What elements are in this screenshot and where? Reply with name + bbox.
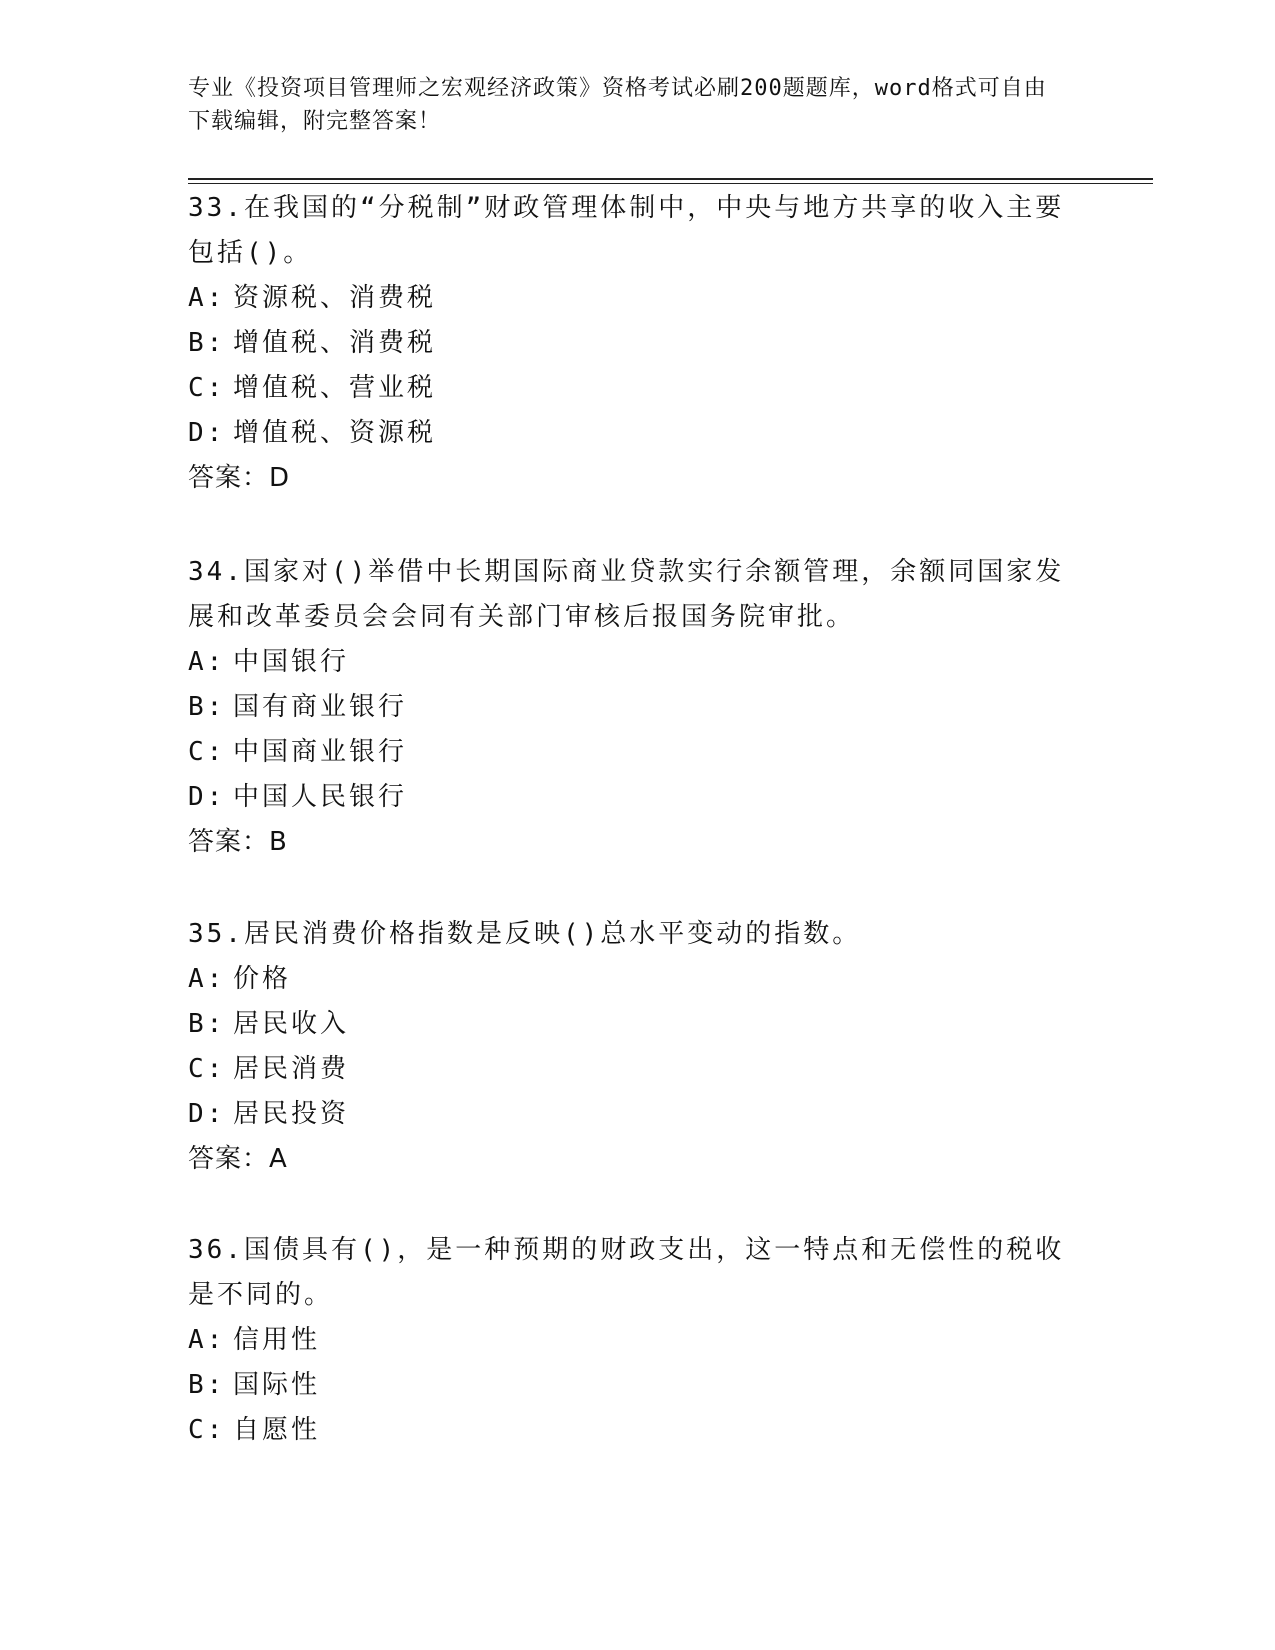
option-text: 国有商业银行: [233, 692, 408, 722]
option-letter: A:: [188, 964, 226, 994]
option-letter: D:: [188, 418, 226, 448]
option-c: [188, 1047, 1088, 1092]
option-letter: C:: [188, 737, 226, 767]
option-b: [188, 1002, 1088, 1047]
option-a: [188, 1318, 1088, 1363]
option-letter: C:: [188, 1054, 226, 1084]
answer-line: 答案：A: [188, 1144, 288, 1174]
option-text: 中国商业银行: [233, 737, 408, 767]
option-b: [188, 685, 1088, 730]
option-d: [188, 1092, 1088, 1137]
option-text: 居民消费: [233, 1054, 350, 1084]
option-d: [188, 775, 1088, 820]
option-text: 增值税、资源税: [233, 418, 437, 448]
option-letter: A:: [188, 647, 226, 677]
header-divider-thin: [188, 183, 1153, 184]
option-b: [188, 321, 1088, 366]
option-a: [188, 276, 1088, 321]
option-text: 中国人民银行: [233, 782, 408, 812]
question-stem: 34.国家对()举借中长期国际商业贷款实行余额管理，余额同国家发展和改革委员会会同有关部门审核后报国务院审批。: [188, 557, 1065, 632]
option-letter: D:: [188, 1099, 226, 1129]
document-header: [188, 72, 1068, 138]
question-stem: 36.国债具有()，是一种预期的财政支出，这一特点和无偿性的税收是不同的。: [188, 1235, 1065, 1310]
question-34: [188, 550, 1088, 865]
option-letter: B:: [188, 1009, 226, 1039]
option-text: 资源税、消费税: [233, 283, 437, 313]
option-b: [188, 1363, 1088, 1408]
option-c: [188, 730, 1088, 775]
answer-line: 答案：D: [188, 463, 291, 493]
option-text: 居民收入: [233, 1009, 350, 1039]
option-a: [188, 957, 1088, 1002]
option-text: 居民投资: [233, 1099, 350, 1129]
option-letter: B:: [188, 328, 226, 358]
answer-line: 答案：B: [188, 827, 288, 857]
option-letter: B:: [188, 1370, 226, 1400]
question-stem: 33.在我国的“分税制”财政管理体制中，中央与地方共享的收入主要包括()。: [188, 193, 1065, 268]
option-text: 价格: [233, 964, 292, 994]
header-divider-thick: [188, 178, 1153, 180]
question-35: [188, 912, 1088, 1182]
option-letter: D:: [188, 782, 226, 812]
option-text: 信用性: [233, 1325, 321, 1355]
option-letter: C:: [188, 1415, 226, 1445]
option-letter: B:: [188, 692, 226, 722]
option-letter: A:: [188, 1325, 226, 1355]
option-c: [188, 1408, 1088, 1453]
question-33: [188, 186, 1088, 501]
option-text: 增值税、消费税: [233, 328, 437, 358]
option-text: 中国银行: [233, 647, 350, 677]
question-stem: 35.居民消费价格指数是反映()总水平变动的指数。: [188, 919, 862, 949]
option-c: [188, 366, 1088, 411]
option-text: 增值税、营业税: [233, 373, 437, 403]
option-d: [188, 411, 1088, 456]
option-letter: C:: [188, 373, 226, 403]
option-letter: A:: [188, 283, 226, 313]
question-36: [188, 1228, 1088, 1453]
option-text: 国际性: [233, 1370, 321, 1400]
option-a: [188, 640, 1088, 685]
option-text: 自愿性: [233, 1415, 321, 1445]
header-intro-text: 专业《投资项目管理师之宏观经济政策》资格考试必刷200题题库，word格式可自由下载编辑，附完整答案！: [188, 76, 1047, 134]
